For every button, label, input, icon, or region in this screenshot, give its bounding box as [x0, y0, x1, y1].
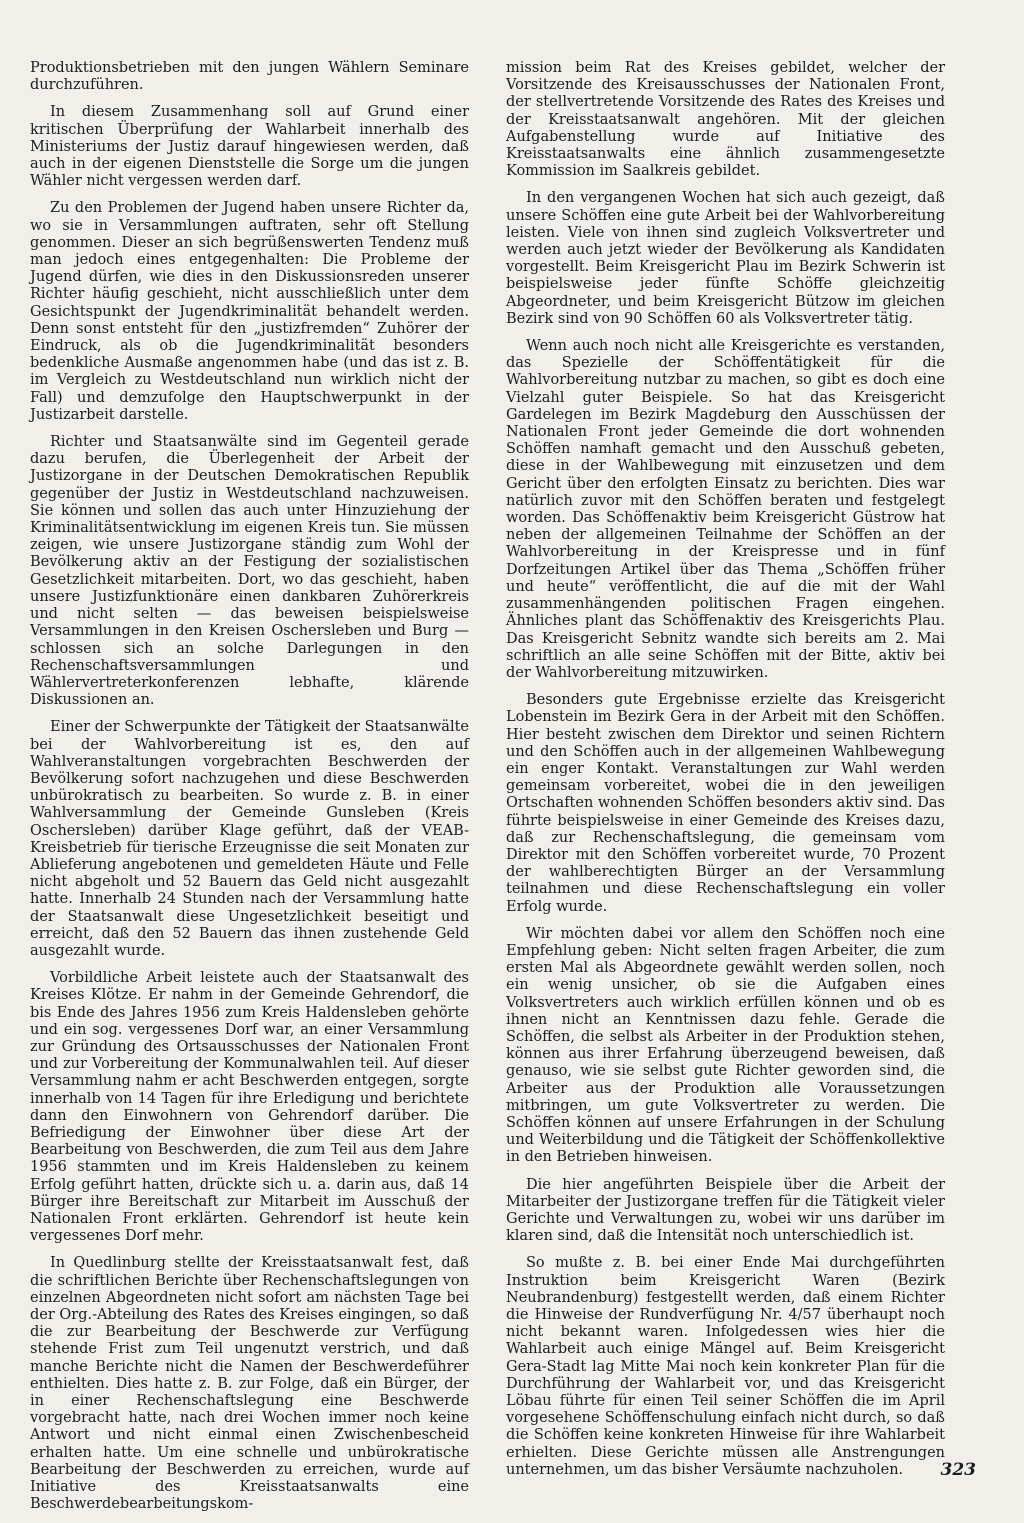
paragraph: Produktionsbetrieben mit den jungen Wählern Seminare durchzuführen.	[30, 60, 469, 94]
left-column	[30, 60, 469, 1523]
paragraph: Vorbildliche Arbeit leistete auch der Staatsanwalt des Kreises Klötze. Er nahm in der Gemeinde Gehrendorf, die bis Ende des Jahres 1956 zum Kreis Haldensleben gehörte und ein sog. vergessenes Dorf war, an einer Versammlung zur Gründung des Ortsausschusses der Nationalen Front und zur Vorbereitung der Kommunalwahlen teil. Auf dieser Versammlung nahm er acht Beschwerden entgegen, sorgte innerhalb von 14 Tagen für ihre Erledigung und berichtete dann den Einwohnern von Gehrendorf darüber. Die Befriedigung der Einwohner über diese Art der Bearbeitung von Beschwerden, die zum Teil aus dem Jahre 1956 stammten und im Kreis Haldensleben zu keinem Erfolg geführt hatten, drückte sich u. a. darin aus, daß 14 Bürger ihre Bereitschaft zur Mitarbeit im Ausschuß der Nationalen Front erklärten. Gehrendorf ist heute kein vergessenes Dorf mehr.	[30, 970, 469, 1245]
paragraph: Die hier angeführten Beispiele über die Arbeit der Mitarbeiter der Justizorgane treffen für die Tätigkeit vieler Gerichte und Verwaltungen zu, wobei wir uns darüber im klaren sind, daß die Intensität noch unterschiedlich ist.	[506, 1176, 945, 1245]
paragraph: Wenn auch noch nicht alle Kreisgerichte es verstanden, das Spezielle der Schöffentätigkeit für die Wahlvorbereitung nutzbar zu machen, so gibt es doch eine Vielzahl guter Beispiele. So hat das Kreisgericht Gardelegen im Bezirk Magdeburg den Ausschüssen der Nationalen Front jeder Gemeinde die dort wohnenden Schöffen namhaft gemacht und den Ausschuß gebeten, diese in der Wahlbewegung mit einzusetzen und dem Gericht über den erfolgten Einsatz zu berichten. Dies war natürlich zuvor mit den Schöffen beraten und festgelegt worden. Das Schöffenaktiv beim Kreisgericht Güstrow hat neben der allgemeinen Teilnahme der Schöffen an der Wahlvorbereitung in der Kreispresse und in fünf Dorfzeitungen Artikel über das Thema „Schöffen früher und heute“ veröffentlicht, die auf die mit der Wahl zusammenhängenden politischen Fragen eingehen. Ähnliches plant das Schöffenaktiv des Kreisgerichts Plau. Das Kreisgericht Sebnitz wandte sich bereits am 2. Mai schriftlich an alle seine Schöffen mit der Bitte, aktiv bei der Wahlvorbereitung mitzuwirken.	[506, 338, 945, 681]
paragraph: Wir möchten dabei vor allem den Schöffen noch eine Empfehlung geben: Nicht selten fragen Arbeiter, die zum ersten Mal als Abgeordnete gewählt werden sollen, noch ein wenig unsicher, ob sie die Aufgaben eines Volksvertreters auch wirklich erfüllen können und ob es ihnen nicht an Kenntnissen dazu fehle. Gerade die Schöffen, die selbst als Arbeiter in der Produktion stehen, können aus ihrer Erfahrung überzeugend beweisen, daß genauso, wie sie selbst gute Richter geworden sind, die Arbeiter aus der Produktion alle Voraussetzungen mitbringen, um gute Volksvertreter zu werden. Die Schöffen können auf unsere Erfahrungen in der Schulung und Weiterbildung und die Tätigkeit der Schöffenkollektive in den Betrieben hinweisen.	[506, 925, 945, 1166]
paragraph: Zu den Problemen der Jugend haben unsere Richter da, wo sie in Versammlungen auftraten, sehr oft Stellung genommen. Dieser an sich begrüßenswerten Tendenz muß man jedoch eines entgegenhalten: Die Probleme der Jugend dürfen, wie dies in den Diskussionsreden unserer Richter häufig geschieht, nicht ausschließlich unter dem Gesichtspunkt der Jugendkriminalität behandelt werden. Denn sonst entsteht für den „justizfremden“ Zuhörer der Eindruck, als ob die Jugendkriminalität besonders bedenkliche Ausmaße angenommen habe (und das ist z. B. im Vergleich zu Westdeutschland nun wirklich nicht der Fall) und demzufolge den Hauptschwerpunkt in der Justizarbeit darstelle.	[30, 200, 469, 423]
paragraph: So mußte z. B. bei einer Ende Mai durchgeführten Instruktion beim Kreisgericht Waren (Bezirk Neubrandenburg) festgestellt werden, daß einem Richter die Hinweise der Rundverfügung Nr. 4/57 überhaupt noch nicht bekannt waren. Infolgedessen wies hier die Wahlarbeit auch einige Mängel auf. Beim Kreisgericht Gera-Stadt lag Mitte Mai noch kein konkreter Plan für die Durchführung der Wahlarbeit vor, und das Kreisgericht Löbau führte für einen Teil seiner Schöffen die im April vorgesehene Schöffenschulung einfach nicht durch, so daß die Schöffen keine konkreten Hinweise für ihre Wahlarbeit erhielten. Diese Gerichte müssen alle Anstrengungen unternehmen, um das bisher Versäumte nachzuholen.	[506, 1255, 945, 1478]
paragraph: Einer der Schwerpunkte der Tätigkeit der Staatsanwälte bei der Wahlvorbereitung ist es, den auf Wahlveranstaltungen vorgebrachten Beschwerden der Bevölkerung sofort nachzugehen und diese Beschwerden unbürokratisch zu bearbeiten. So wurde z. B. in einer Wahlversammlung der Gemeinde Gunsleben (Kreis Oschersleben) darüber Klage geführt, daß der VEAB-Kreisbetrieb für tierische Erzeugnisse die seit Monaten zur Ablieferung angebotenen und gemeldeten Häute und Felle nicht abgeholt und 52 Bauern das Geld nicht ausgezahlt hatte. Innerhalb 24 Stunden nach der Versammlung hatte der Staatsanwalt diese Ungesetzlichkeit beseitigt und erreicht, daß den 52 Bauern das ihnen zustehende Geld ausgezahlt wurde.	[30, 719, 469, 959]
paragraph: In diesem Zusammenhang soll auf Grund einer kritischen Überprüfung der Wahlarbeit innerhalb des Ministeriums der Justiz darauf hingewiesen werden, daß auch in der eigenen Dienststelle die Sorge um die jungen Wähler nicht vergessen werden darf.	[30, 104, 469, 190]
paragraph: In Quedlinburg stellte der Kreisstaatsanwalt fest, daß die schriftlichen Berichte über Rechenschaftslegungen von einzelnen Abgeordneten nicht sofort am nächsten Tage bei der Org.-Abteilung des Rates des Kreises eingingen, so daß die zur Bearbeitung der Beschwerde zur Verfügung stehende Frist zum Teil ungenutzt verstrich, und daß manche Berichte nicht die Namen der Beschwerdeführer enthielten. Dies hatte z. B. zur Folge, daß ein Bürger, der in einer Rechenschaftslegung eine Beschwerde vorgebracht hatte, nach drei Wochen immer noch keine Antwort und nicht einmal einen Zwischenbescheid erhalten hatte. Um eine schnelle und unbürokratische Bearbeitung der Beschwerden zu erreichen, wurde auf Initiative des Kreisstaatsanwalts eine Beschwerdebearbeitungskom-	[30, 1255, 469, 1513]
paragraph: mission beim Rat des Kreises gebildet, welcher der Vorsitzende des Kreisausschusses der Nationalen Front, der stellvertretende Vorsitzende des Rates des Kreises und der Kreisstaatsanwalt angehören. Mit der gleichen Aufgabenstellung wurde auf Initiative des Kreisstaatsanwalts eine ähnlich zusammengesetzte Kommission im Saalkreis gebildet.	[506, 60, 945, 180]
right-column	[506, 60, 945, 1489]
paragraph: Besonders gute Ergebnisse erzielte das Kreisgericht Lobenstein im Bezirk Gera in der Arbeit mit den Schöffen. Hier besteht zwischen dem Direktor und seinen Richtern und den Schöffen auch in der allgemeinen Wahlbewegung ein enger Kontakt. Veranstaltungen zur Wahl werden gemeinsam vorbereitet, wobei die in den jeweiligen Ortschaften wohnenden Schöffen besonders aktiv sind. Das führte beispielsweise in einer Gemeinde des Kreises dazu, daß zur Rechenschaftslegung, die gemeinsam vom Direktor mit den Schöffen vorbereitet wurde, 70 Prozent der wahlberechtigten Bürger an der Versammlung teilnahmen und diese Rechenschaftslegung ein voller Erfolg wurde.	[506, 692, 945, 915]
paragraph: Richter und Staatsanwälte sind im Gegenteil gerade dazu berufen, die Überlegenheit der Arbeit der Justizorgane in der Deutschen Demokratischen Republik gegenüber der Justiz in Westdeutschland nachzuweisen. Sie können und sollen das auch unter Hinzuziehung der Kriminalitätsentwicklung im eigenen Kreis tun. Sie müssen zeigen, wie unsere Justizorgane ständig zum Wohl der Bevölkerung aktiv an der Festigung der sozialistischen Gesetzlichkeit mitarbeiten. Dort, wo das geschieht, haben unsere Justizfunktionäre einen dankbaren Zuhörerkreis und nicht selten — das beweisen beispielsweise Versammlungen in den Kreisen Oschersleben und Burg — schlossen sich an solche Darlegungen in den Rechenschaftsversammlungen und Wählervertreterkonferenzen lebhafte, klärende Diskussionen an.	[30, 434, 469, 709]
page-number: 323	[940, 1460, 976, 1480]
paragraph: In den vergangenen Wochen hat sich auch gezeigt, daß unsere Schöffen eine gute Arbeit bei der Wahlvorbereitung leisten. Viele von ihnen sind zugleich Volksvertreter und werden auch jetzt wieder der Bevölkerung als Kandidaten vorgestellt. Beim Kreisgericht Plau im Bezirk Schwerin ist beispielsweise jeder fünfte Schöffe gleichzeitig Abgeordneter, und beim Kreisgericht Bützow im gleichen Bezirk sind von 90 Schöffen 60 als Volksvertreter tätig.	[506, 190, 945, 327]
